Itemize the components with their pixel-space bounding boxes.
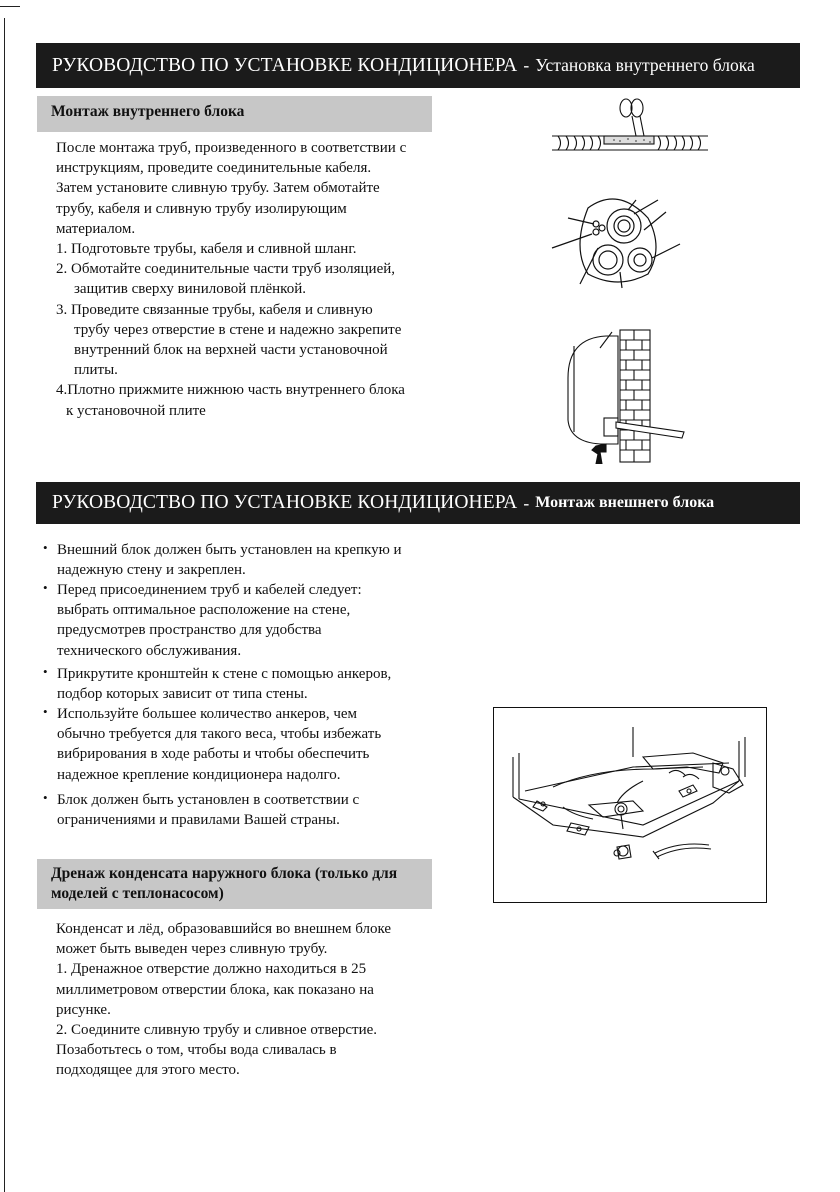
banner-title: РУКОВОДСТВО ПО УСТАНОВКЕ КОНДИЦИОНЕРА (52, 492, 518, 513)
text-line: трубу, кабеля и сливную трубу изолирующим (56, 200, 347, 217)
banner-title: РУКОВОДСТВО ПО УСТАНОВКЕ КОНДИЦИОНЕРА (52, 54, 518, 76)
bullet-dot: • (43, 580, 48, 595)
banner-separator: - (523, 492, 530, 513)
bullet-item (43, 790, 360, 830)
text-line: миллиметровом отверстии блока, как показано на (56, 981, 374, 998)
text-line: После монтажа труб, произведенного в соответствии с (56, 140, 407, 156)
bullet-dot: • (43, 540, 48, 555)
text-line: Внешний блок должен быть установлен на крепкую и (57, 542, 402, 558)
text-line: может быть выведен через сливную трубу. (56, 941, 328, 958)
bullet-item (43, 664, 392, 704)
text-line: подбор которых зависит от типа стены. (57, 686, 308, 703)
text-line: подходящее для этого место. (56, 1062, 240, 1079)
bullet-item (43, 540, 402, 580)
text-line: защитив сверху виниловой плёнкой. (74, 281, 306, 298)
bullet-item (43, 704, 382, 785)
text-line: выбрать оптимальное расположение на стене, (57, 602, 351, 619)
banner-subtitle: Установка внутреннего блока (535, 55, 755, 75)
text-line: Перед присоединением труб и кабелей следует: (57, 582, 362, 598)
banner-outdoor (36, 482, 800, 524)
text-line: технического обслуживания. (57, 642, 242, 659)
outdoor-drain-figure (493, 707, 767, 903)
banner-indoor (36, 43, 800, 88)
text-line: плиты. (74, 362, 118, 379)
text-line: инструкциям, проведите соединительные кабеля. (56, 160, 372, 177)
text-line: рисунке. (56, 1001, 111, 1018)
text-line: трубу через отверстие в стене и надежно закрепите (74, 321, 402, 338)
banner-subtitle: Монтаж внешнего блока (535, 494, 715, 511)
heading-line: моделей с теплонасосом) (51, 885, 224, 902)
indoor-text (56, 138, 406, 421)
text-line: 4.Плотно прижмите нижнюю часть внутреннего блока (56, 382, 405, 399)
wall-mount-figure (560, 322, 690, 464)
bullet-dot: • (43, 704, 48, 719)
page-edge-line (4, 18, 5, 1192)
text-line: 2. Обмотайте соединительные части труб изоляцией, (56, 261, 396, 278)
text-line: материалом. (56, 220, 136, 237)
text-line: к установочной плите (66, 402, 206, 419)
pipe-wrap-figure (548, 96, 714, 158)
bullet-dot: • (43, 664, 48, 679)
bullet-item (43, 580, 362, 661)
text-line: 1. Дренажное отверстие должно находиться в 25 (56, 961, 367, 978)
pipe-bundle-figure (548, 188, 688, 290)
text-line: внутренний блок на верхней части установочной (74, 342, 388, 359)
text-line: надежную стену и закреплен. (57, 562, 246, 579)
text-line: Конденсат и лёд, образовавшийся во внешнем блоке (56, 921, 392, 937)
banner-separator: - (523, 55, 530, 75)
text-line: 1. Подготовьте трубы, кабеля и сливной шланг. (56, 241, 357, 258)
text-line: Позаботьтесь о том, чтобы вода сливалась в (56, 1042, 337, 1059)
text-line: надежное крепление кондиционера надолго. (57, 766, 341, 783)
drain-heading (37, 859, 432, 909)
text-line: обычно требуется для такого веса, чтобы избежать (57, 726, 382, 743)
text-line: Затем установите сливную трубу. Затем обмотайте (56, 180, 380, 197)
indoor-heading: Монтаж внутреннего блока (37, 96, 432, 132)
text-line: вибрирования в ходе работы и чтобы обеспечить (57, 746, 370, 763)
text-line: 3. Проведите связанные трубы, кабеля и сливную (56, 301, 373, 318)
text-line: Прикрутите кронштейн к стене с помощью анкеров, (57, 666, 392, 682)
text-line: ограничениями и правилами Вашей страны. (57, 812, 340, 829)
text-line: Используйте большее количество анкеров, чем (57, 706, 358, 722)
heading-line: Дренаж конденсата наружного блока (только для (51, 865, 398, 882)
text-line: предусмотрев пространство для удобства (57, 622, 322, 639)
bullet-dot: • (43, 790, 48, 805)
text-line: 2. Соедините сливную трубу и сливное отверстие. (56, 1022, 378, 1039)
drain-text (56, 919, 391, 1081)
crop-mark (0, 6, 20, 7)
text-line: Блок должен быть установлен в соответствии с (57, 792, 360, 808)
